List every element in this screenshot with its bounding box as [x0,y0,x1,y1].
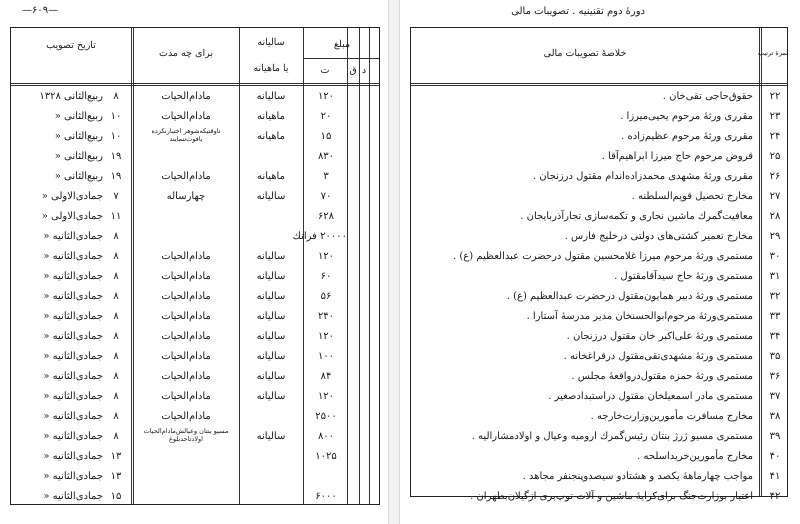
amount-cell: ۲۴۰ [317,311,335,322]
row-number-cell: ۲۲ [769,91,781,102]
frequency-cell: سالیانه [256,291,286,302]
frequency-cell: سالیانه [256,371,286,382]
date-day-cell: ۸ [113,251,119,262]
row-number-cell: ۳۴ [769,331,781,342]
amount-cell: ۶۰ [320,271,332,282]
date-day-cell: ۸ [113,231,119,242]
right-page [400,0,800,524]
duration-cell: مادام‌الحیات [161,171,211,182]
summary-cell: مخارج تعمیر کشتی‌های دولتی درخلیج فارس . [564,231,753,242]
header-dinar: د [361,65,367,76]
summary-cell: مقرری ورثهٔ مرحوم عظیم‌زاده . [621,131,753,142]
date-day-cell: ۱۳ [110,451,122,462]
duration-cell: مادام‌الحیات [161,111,211,122]
row-number-cell: ۳۱ [769,271,781,282]
duration-cell-line2: اولادتاحدبلوغ [169,435,203,443]
amount-cell: ۲۵۰۰ [315,411,337,422]
amount-cell: ۲۰ [320,111,332,122]
frequency-cell: ماهیانه [257,131,285,142]
row-number-cell: ۲۶ [769,171,781,182]
book-gutter [388,0,400,524]
date-day-cell: ۸ [113,371,119,382]
duration-cell: مادام‌الحیات [161,91,211,102]
summary-cell: قروض مرحوم حاج میرزا ابراهیم‌آقا . [601,151,753,162]
row-number-cell: ۳۷ [769,391,781,402]
duration-cell-line1: تاوقتیکه‌شوهر اختیارنکرده [151,127,221,135]
amount-cell: ۱۲۰ [317,251,335,262]
summary-cell: مستمری ورثهٔ مشهدی‌تقی‌مقتول درقراغخانه . [563,351,753,362]
frequency-cell: سالیانه [256,431,286,442]
summary-cell: مستمری ورثهٔ دبیر همایون‌مقتول درحضرت عبدالعظیم (ع) . [506,291,753,302]
date-text-cell: جمادی‌الثانیه « [43,331,103,342]
amount-cell: ۵۶ [320,291,332,302]
summary-cell: مستمری‌ورثهٔ مرحوم‌ابوالحسنخان مدیر مدرسهٔ آستارا . [526,311,753,322]
frequency-cell: سالیانه [256,351,286,362]
date-day-cell: ۷ [113,191,119,202]
date-text-cell: جمادی‌الثانیه « [43,451,103,462]
summary-cell: مخارج مسافرت مأمورین‌وزارت‌خارجه . [590,411,753,422]
date-day-cell: ۸ [113,351,119,362]
amount-cell: ۸۳۰ [317,151,335,162]
summary-cell: حقوق‌حاجی تقی‌خان . [662,91,753,102]
duration-cell: چهارساله [166,191,206,202]
frequency-cell: سالیانه [256,391,286,402]
summary-cell: مستمری ورثهٔ مرحوم میرزا غلامحسین مقتول درحضرت عبدالعظیم (ع) . [453,251,753,262]
date-day-cell: ۱۰ [110,111,122,122]
row-number-cell: ۳۶ [769,371,781,382]
date-text-cell: جمادی‌الاولی « [41,191,103,202]
header-amount: مبلغ [333,39,351,50]
row-number-cell: ۲۵ [769,151,781,162]
finance-table-right [410,27,788,502]
summary-cell: مخارج مأمورین‌خریداسلحه . [637,451,753,462]
date-text-cell: ربیع‌الثانی « [54,151,103,162]
date-text-cell: جمادی‌الثانیه « [43,471,103,482]
summary-cell: مخارج تحصیل قویم‌السلطنه . [631,191,753,202]
duration-cell: مادام‌الحیات [161,251,211,262]
row-number-cell: ۳۹ [769,431,781,442]
amount-cell: ۱۰۰ [317,351,335,362]
row-number-cell: ۲۴ [769,131,781,142]
frequency-cell: سالیانه [256,91,286,102]
summary-cell: اعتبار بوزارت‌جنگ برای‌کرایهٔ ماشین و آلات توپ‌بری ازگیلان‌بطهران . [470,491,753,502]
date-day-cell: ۱۵ [110,491,122,502]
header-frequency-l2: یا ماهیانه [253,63,289,74]
header-approval-date: تاریخ تصویب [46,40,96,51]
amount-cell: ۶۰۰۰ [315,491,337,502]
amount-cell: ۱۲۰ [317,331,335,342]
header-qeran: ق [349,65,357,76]
date-text-cell: ربیع‌الثانی ۱۳۲۸ [39,91,103,102]
summary-cell: مواجب چهارماههٔ یکصد و هشتادو سیصدوپنجنفر مجاهد . [522,471,753,482]
row-number-cell: ۴۰ [769,451,781,462]
date-text-cell: ربیع‌الثانی « [54,111,103,122]
duration-cell-line1: مسیو بنتان وعیالش‌مادام‌الحیات [143,427,229,435]
duration-cell: مادام‌الحیات [161,271,211,282]
amount-cell: ۱۲۰ [317,391,335,402]
date-text-cell: ربیع‌الثانی « [54,131,103,142]
row-number-cell: ۲۸ [769,211,781,222]
date-day-cell: ۸ [113,431,119,442]
date-day-cell: ۱۹ [110,151,122,162]
summary-cell: مستمری مادر اسمعیلخان مقتول دراستبدادصغیر . [548,391,753,402]
summary-cell: مستمری ورثهٔ حمزه مقتول‌درواقعهٔ مجلس . [571,371,753,382]
frequency-cell: سالیانه [256,191,286,202]
frequency-cell: ماهیانه [257,171,285,182]
date-text-cell: جمادی‌الثانیه « [43,271,103,282]
duration-cell: مادام‌الحیات [161,351,211,362]
frequency-cell: سالیانه [256,311,286,322]
frequency-cell: سالیانه [256,331,286,342]
frequency-cell: سالیانه [256,251,286,262]
amount-cell: ۸۰۰ [317,431,335,442]
duration-cell-line2: یافوت‌ننمایند [169,135,203,143]
date-day-cell: ۸ [113,271,119,282]
date-text-cell: جمادی‌الثانیه « [43,391,103,402]
row-number-cell: ۳۵ [769,351,781,362]
date-day-cell: ۸ [113,331,119,342]
duration-cell: مادام‌الحیات [161,291,211,302]
date-text-cell: جمادی‌الثانیه « [43,411,103,422]
summary-cell: مستمری ورثهٔ علی‌اکبر خان مقتول درزنجان . [566,331,753,342]
duration-cell: مادام‌الحیات [161,371,211,382]
date-text-cell: جمادی‌الثانیه « [43,251,103,262]
amount-cell: ۱۵ [320,131,332,142]
date-day-cell: ۸ [113,311,119,322]
amount-cell: ۳ [323,171,329,182]
amount-cell: ۶۲۸ [317,211,335,222]
duration-cell: مادام‌الحیات [161,331,211,342]
date-day-cell: ۸ [113,391,119,402]
date-text-cell: جمادی‌الثانیه « [43,431,103,442]
date-day-cell: ۱۳ [110,471,122,482]
running-head: دورهٔ دوم تقنینیه . تصویبات مالی [511,6,645,17]
left-page [0,0,388,524]
duration-cell: مادام‌الحیات [161,391,211,402]
date-day-cell: ۸ [113,291,119,302]
frequency-cell: ماهیانه [257,111,285,122]
date-day-cell: ۱۰ [110,131,122,142]
summary-cell: مقرری ورثهٔ مشهدی محمدزاده‌اندام مقتول درزنجان . [532,171,753,182]
summary-cell: مستمری مسیو ژرژ بنتان رئیس‌گمرك ارومیه وعیال و اولادمشارالیه . [471,431,753,442]
date-text-cell: جمادی‌الثانیه « [43,351,103,362]
amount-cell: ۸۴ [320,371,332,382]
date-text-cell: جمادی‌الثانیه « [43,231,103,242]
amount-cell: ۷۰ [320,191,332,202]
row-number-cell: ۳۲ [769,291,781,302]
date-text-cell: جمادی‌الثانیه « [43,291,103,302]
row-number-cell: ۳۳ [769,311,781,322]
date-text-cell: جمادی‌الثانیه « [43,311,103,322]
summary-cell: مستمری ورثهٔ حاج سیدآقامقتول . [614,271,753,282]
row-number-cell: ۳۰ [769,251,781,262]
finance-table-left [10,27,380,505]
summary-cell: مقرری ورثهٔ مرحوم یحیی‌میرزا . [620,111,753,122]
date-day-cell: ۸ [113,411,119,422]
amount-cell: ۲۰۰۰۰ فرانك [292,231,347,242]
duration-cell: مادام‌الحیات [161,311,211,322]
row-number-cell: ۲۹ [769,231,781,242]
row-number-cell: ۲۷ [769,191,781,202]
header-frequency-l1: سالیانه [257,37,285,48]
row-number-cell: ۴۲ [769,491,781,502]
date-text-cell: جمادی‌الاولی « [41,211,103,222]
date-text-cell: جمادی‌الثانیه « [43,491,103,502]
header-toman: ت [320,65,330,76]
date-day-cell: ۱۱ [110,211,122,222]
header-row-number: نمرهٔ ترتیب [757,49,788,57]
row-number-cell: ۲۳ [769,111,781,122]
page-number: —۶۰۹— [22,5,59,16]
row-number-cell: ۳۸ [769,411,781,422]
amount-cell: ۱۲۰ [317,91,335,102]
date-text-cell: ربیع‌الثانی « [54,171,103,182]
row-number-cell: ۴۱ [769,471,781,482]
date-text-cell: جمادی‌الثانیه « [43,371,103,382]
frequency-cell: سالیانه [256,271,286,282]
header-summary: خلاصهٔ تصویبات مالی [543,48,627,59]
header-duration: برای چه مدت [159,48,213,59]
amount-cell: ۱۰۲۵ [315,451,337,462]
summary-cell: معافیت‌گمرك ماشین نجاری و تکمه‌سازی تجارآذربایجان . [520,211,753,222]
duration-cell: مادام‌الحیات [161,411,211,422]
date-day-cell: ۱۹ [110,171,122,182]
date-day-cell: ۸ [113,91,119,102]
